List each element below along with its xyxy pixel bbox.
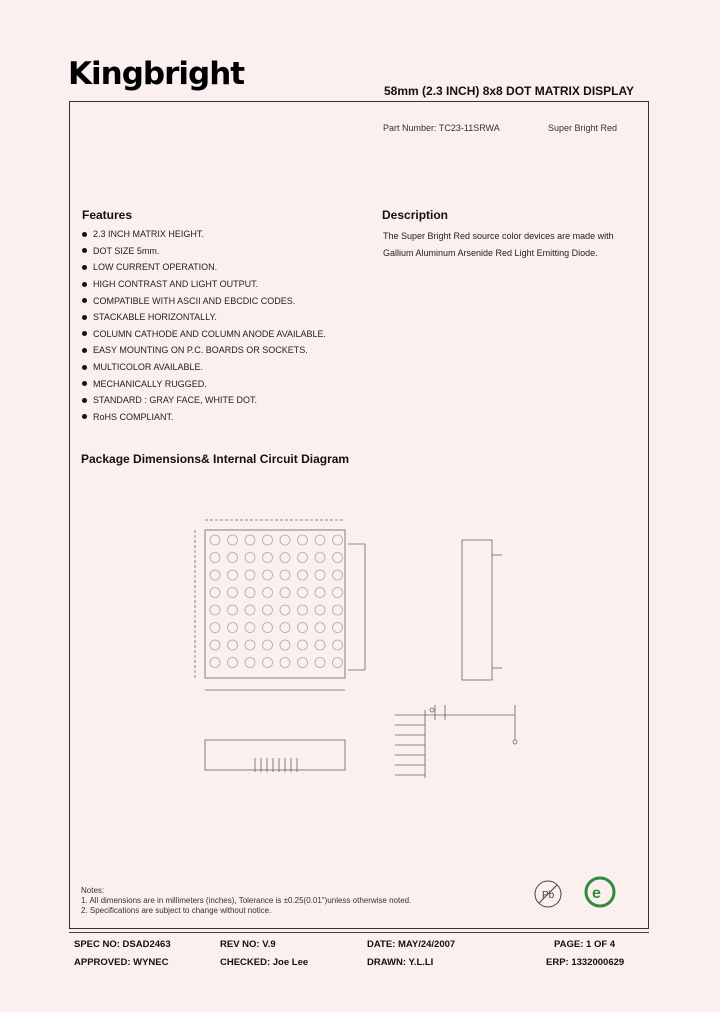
feature-item bbox=[82, 292, 326, 309]
circuit-diagram bbox=[395, 705, 517, 778]
matrix-dot bbox=[280, 535, 290, 545]
feature-text: COMPATIBLE WITH ASCII AND EBCDIC CODES. bbox=[93, 295, 296, 306]
bullet-icon bbox=[82, 414, 87, 419]
matrix-dot bbox=[210, 605, 220, 615]
package-drawing bbox=[170, 510, 550, 800]
notes-title: Notes: bbox=[81, 886, 105, 895]
matrix-dot bbox=[280, 605, 290, 615]
matrix-dot bbox=[333, 658, 343, 668]
matrix-dot bbox=[315, 535, 325, 545]
features-list bbox=[82, 226, 326, 425]
part-color: Super Bright Red bbox=[548, 123, 618, 133]
side-view-outline bbox=[462, 540, 492, 680]
matrix-dot bbox=[280, 640, 290, 650]
matrix-dot bbox=[315, 553, 325, 563]
matrix-dot bbox=[245, 535, 255, 545]
feature-text: HIGH CONTRAST AND LIGHT OUTPUT. bbox=[93, 279, 259, 290]
notes bbox=[81, 886, 411, 916]
description-heading: Description bbox=[382, 208, 449, 222]
matrix-dot bbox=[280, 570, 290, 580]
feature-text: STACKABLE HORIZONTALLY. bbox=[93, 312, 217, 323]
matrix-dot bbox=[298, 640, 308, 650]
matrix-dot bbox=[280, 658, 290, 668]
matrix-dot bbox=[315, 640, 325, 650]
bullet-icon bbox=[82, 398, 87, 403]
matrix-dot bbox=[228, 658, 238, 668]
bullet-icon bbox=[82, 265, 87, 270]
feature-text: COLUMN CATHODE AND COLUMN ANODE AVAILABLE. bbox=[93, 328, 327, 339]
feature-item bbox=[82, 276, 326, 293]
feature-text: RoHS COMPLIANT. bbox=[93, 411, 174, 422]
document-title: 58mm (2.3 INCH) 8x8 DOT MATRIX DISPLAY bbox=[384, 84, 635, 98]
matrix-dot bbox=[245, 553, 255, 563]
matrix-dot bbox=[263, 535, 273, 545]
erp-number: ERP: 1332000629 bbox=[546, 957, 625, 968]
feature-item bbox=[82, 375, 326, 392]
matrix-dot bbox=[315, 570, 325, 580]
matrix-dot bbox=[263, 553, 273, 563]
feature-item bbox=[82, 226, 326, 243]
lead-free-icon bbox=[535, 881, 561, 907]
pb-label: Pb bbox=[542, 890, 555, 901]
matrix-dot bbox=[315, 605, 325, 615]
feature-text: MULTICOLOR AVAILABLE. bbox=[93, 362, 204, 373]
matrix-dot bbox=[298, 535, 308, 545]
matrix-dot bbox=[280, 553, 290, 563]
part-number: Part Number: TC23-11SRWA bbox=[383, 123, 500, 133]
matrix-dot bbox=[210, 640, 220, 650]
compliance-badges bbox=[528, 874, 628, 914]
matrix-dot bbox=[333, 553, 343, 563]
matrix-dot bbox=[298, 623, 308, 633]
notes-line-2: 2. Specifications are subject to change without notice. bbox=[81, 906, 272, 915]
feature-item bbox=[82, 392, 326, 409]
matrix-dot bbox=[263, 605, 273, 615]
matrix-dot bbox=[263, 640, 273, 650]
feature-item bbox=[82, 326, 326, 343]
feature-text: STANDARD : GRAY FACE, WHITE DOT. bbox=[93, 395, 258, 406]
matrix-dot bbox=[228, 588, 238, 598]
checked-by: CHECKED: Joe Lee bbox=[220, 957, 309, 968]
matrix-dot bbox=[228, 640, 238, 650]
bullet-icon bbox=[82, 282, 87, 287]
feature-item bbox=[82, 259, 326, 276]
drawn-by: DRAWN: Y.L.LI bbox=[367, 957, 434, 968]
document-date: DATE: MAY/24/2007 bbox=[367, 939, 456, 950]
matrix-dot bbox=[245, 658, 255, 668]
matrix-dot bbox=[298, 570, 308, 580]
feature-text: MECHANICALLY RUGGED. bbox=[93, 378, 207, 389]
matrix-dot bbox=[245, 640, 255, 650]
brand-logo: Kingbright bbox=[68, 56, 245, 92]
matrix-dot bbox=[298, 553, 308, 563]
bullet-icon bbox=[82, 298, 87, 303]
matrix-dot bbox=[263, 570, 273, 580]
matrix-dot bbox=[298, 605, 308, 615]
bullet-icon bbox=[82, 381, 87, 386]
feature-item bbox=[82, 342, 326, 359]
feature-item bbox=[82, 359, 326, 376]
matrix-dot bbox=[210, 535, 220, 545]
matrix-dot bbox=[333, 588, 343, 598]
dot-grid bbox=[210, 535, 343, 668]
matrix-dot bbox=[210, 623, 220, 633]
matrix-dot bbox=[333, 623, 343, 633]
matrix-dot bbox=[315, 588, 325, 598]
feature-item bbox=[82, 243, 326, 260]
feature-text: DOT SIZE 5mm. bbox=[93, 245, 160, 256]
package-heading: Package Dimensions& Internal Circuit Diagram bbox=[81, 452, 350, 466]
front-view-outline bbox=[205, 530, 345, 678]
matrix-dot bbox=[245, 570, 255, 580]
matrix-dot bbox=[245, 588, 255, 598]
bullet-icon bbox=[82, 331, 87, 336]
feature-text: EASY MOUNTING ON P.C. BOARDS OR SOCKETS. bbox=[93, 345, 308, 356]
description-text: The Super Bright Red source color devices are made with Gallium Aluminum Arsenide Red Light Emitting Diode. bbox=[383, 231, 614, 258]
matrix-dot bbox=[333, 535, 343, 545]
notes-line-1: 1. All dimensions are in millimeters (inches), Tolerance is ±0.25(0.01")unless otherwise noted. bbox=[81, 896, 412, 905]
pin-view-outline bbox=[205, 740, 345, 770]
matrix-dot bbox=[263, 588, 273, 598]
feature-text: 2.3 INCH MATRIX HEIGHT. bbox=[93, 229, 204, 240]
bullet-icon bbox=[82, 365, 87, 370]
features-heading: Features bbox=[82, 208, 133, 222]
feature-item bbox=[82, 409, 326, 426]
matrix-dot bbox=[210, 658, 220, 668]
approved-by: APPROVED: WYNEC bbox=[74, 957, 169, 968]
matrix-dot bbox=[280, 623, 290, 633]
matrix-dot bbox=[298, 658, 308, 668]
matrix-dot bbox=[333, 570, 343, 580]
matrix-dot bbox=[315, 658, 325, 668]
matrix-dot bbox=[210, 553, 220, 563]
matrix-dot bbox=[210, 570, 220, 580]
matrix-dot bbox=[280, 588, 290, 598]
matrix-dot bbox=[333, 605, 343, 615]
matrix-dot bbox=[228, 605, 238, 615]
matrix-dot bbox=[263, 623, 273, 633]
matrix-dot bbox=[210, 588, 220, 598]
svg-text:e: e bbox=[592, 885, 601, 902]
bullet-icon bbox=[82, 348, 87, 353]
matrix-dot bbox=[315, 623, 325, 633]
matrix-dot bbox=[245, 623, 255, 633]
matrix-dot bbox=[298, 588, 308, 598]
revision-number: REV NO: V.9 bbox=[220, 939, 276, 950]
feature-item bbox=[82, 309, 326, 326]
matrix-dot bbox=[228, 623, 238, 633]
bullet-icon bbox=[82, 232, 87, 237]
bullet-icon bbox=[82, 315, 87, 320]
spec-number: SPEC NO: DSAD2463 bbox=[74, 939, 171, 950]
rohs-e-icon bbox=[586, 878, 614, 906]
footer-divider bbox=[69, 932, 649, 933]
matrix-dot bbox=[245, 605, 255, 615]
matrix-dot bbox=[228, 553, 238, 563]
bullet-icon bbox=[82, 248, 87, 253]
matrix-dot bbox=[333, 640, 343, 650]
page-number: PAGE: 1 OF 4 bbox=[554, 939, 616, 950]
matrix-dot bbox=[228, 535, 238, 545]
feature-text: LOW CURRENT OPERATION. bbox=[93, 262, 218, 273]
matrix-dot bbox=[228, 570, 238, 580]
matrix-dot bbox=[263, 658, 273, 668]
